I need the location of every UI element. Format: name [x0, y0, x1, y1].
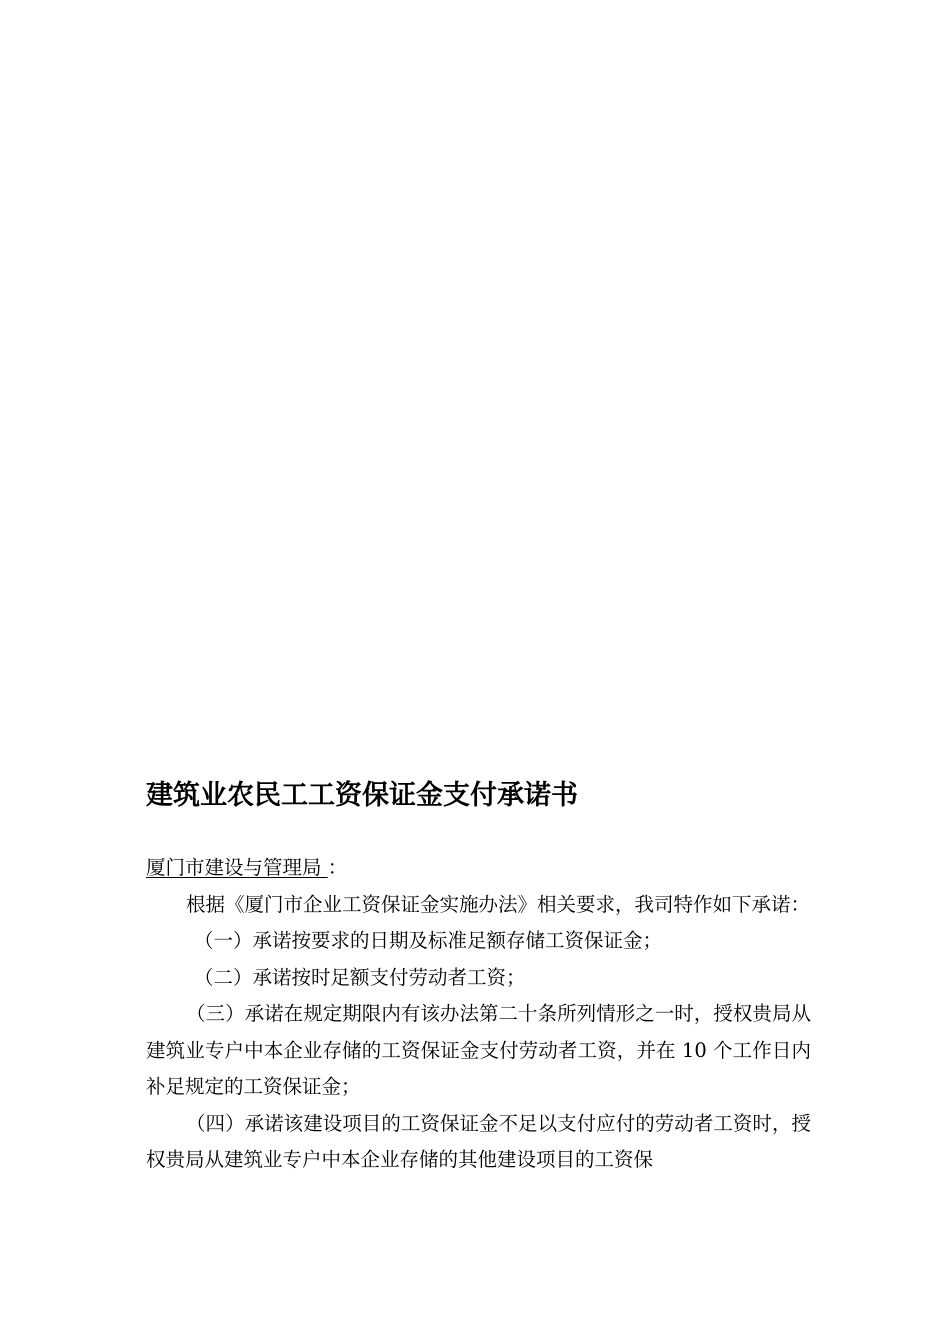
commitment-item-2: （二）承诺按时足额支付劳动者工资；: [194, 965, 526, 989]
addressee-colon: ：: [327, 856, 348, 879]
commitment-item-1: （一）承诺按要求的日期及标准足额存储工资保证金；: [194, 929, 663, 952]
addressee-line: [146, 850, 811, 887]
document-body: [146, 850, 811, 1179]
addressee-recipient: 厦门市建设与管理局: [146, 856, 328, 879]
commitment-item-4: （四）承诺该建设项目的工资保证金不足以支付应付的劳动者工资时，授权贵局从建筑业专户中本企业存储的其他建设项目的工资保: [146, 1111, 811, 1171]
intro-paragraph: 根据《厦门市企业工资保证金实施办法》相关要求，我司特作如下承诺：: [186, 892, 811, 916]
commitment-item-3: （三）承诺在规定期限内有该办法第二十条所列情形之一时，授权贵局从建筑业专户中本企业存储的工资保证金支付劳动者工资，并在 10 个工作日内补足规定的工资保证金；: [146, 1002, 811, 1098]
document-title: 建筑业农民工工资保证金支付承诺书: [146, 780, 578, 811]
